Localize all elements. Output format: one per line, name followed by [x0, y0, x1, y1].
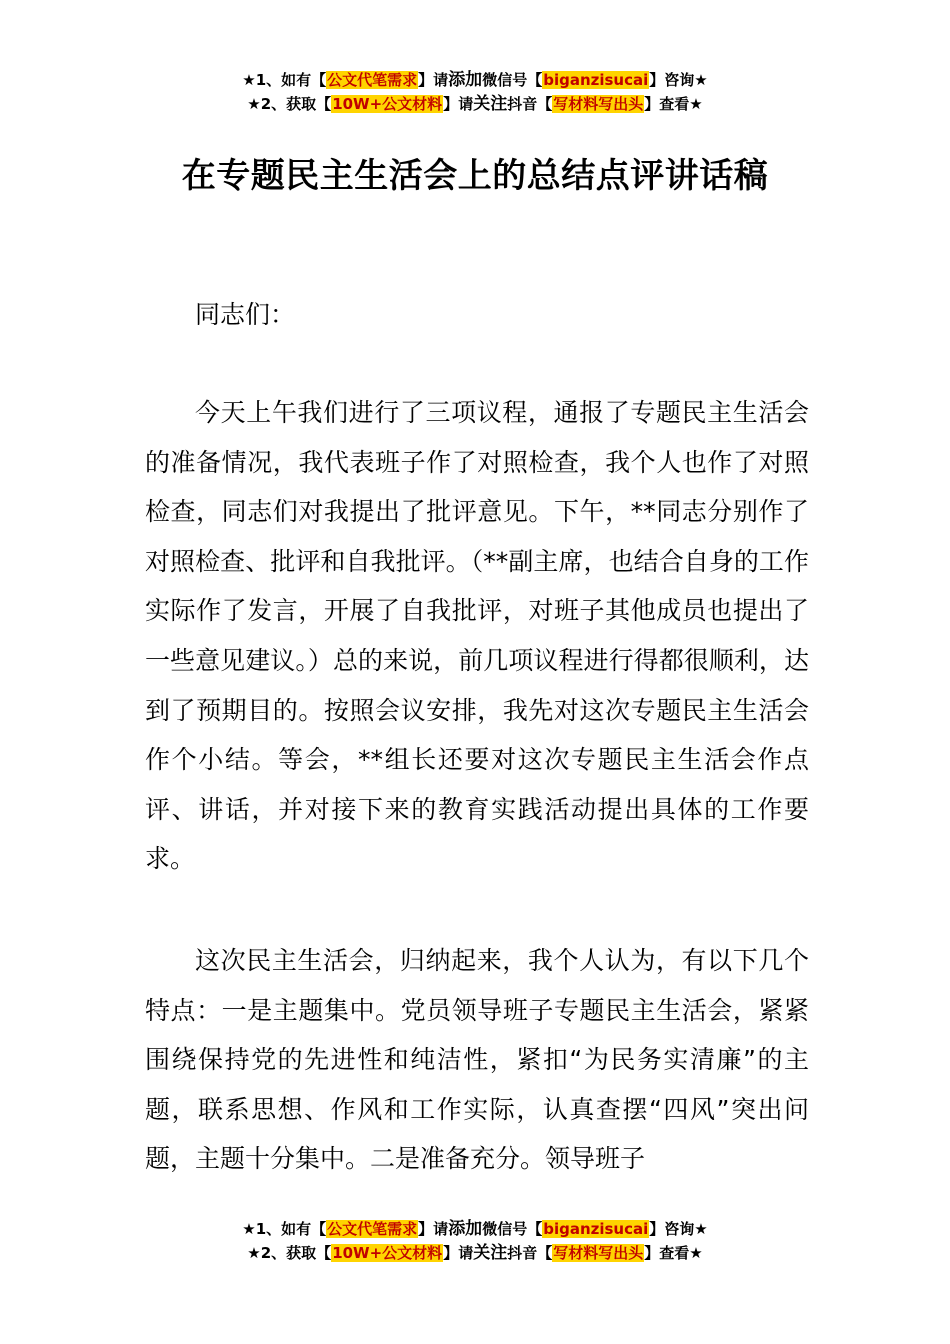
banner-text: 微信号【	[482, 71, 543, 89]
banner-text: 】请	[418, 1220, 449, 1238]
document-body-paragraph-2	[145, 936, 809, 1184]
highlight-wechat-id: biganzisucai	[543, 1220, 649, 1238]
banner-text: 】咨询★	[649, 1220, 708, 1238]
banner-text: 】请	[418, 71, 449, 89]
banner-text: 】请	[443, 1244, 474, 1262]
banner-text: 】咨询★	[649, 71, 708, 89]
paragraph: 这次民主生活会，归纳起来，我个人认为，有以下几个特点：一是主题集中。党员领导班子专题民主生活会，紧紧围绕保持党的先进性和纯洁性，紧扣“为民务实清廉”的主题，联系思想、作风和工作实际，认真查摆“四风”突出问题，主题十分集中。二是准备充分。领导班子	[145, 946, 809, 1174]
paragraph: 今天上午我们进行了三项议程，通报了专题民主生活会的准备情况，我代表班子作了对照检查，我个人也作了对照检查，同志们对我提出了批评意见。下午，**同志分别作了对照检查、批评和自我批评。（**副主席，也结合自身的工作实际作了发言，开展了自我批评，对班子其他成员也提出了一些意见建议。）总的来说，前几项议程进行得都很顺利，达到了预期目的。按照会议安排，我先对这次专题民主生活会作个小结。等会，**组长还要对这次专题民主生活会作点评、讲话，并对接下来的教育实践活动提出具体的工作要求。	[145, 398, 809, 874]
banner-text: 抖音【	[507, 95, 553, 113]
banner-emphasis: 关注	[473, 94, 508, 114]
highlight-materials: 10W+公文材料	[332, 1244, 443, 1262]
banner-line-2	[0, 92, 950, 116]
banner-line-2	[0, 1241, 950, 1265]
banner-text: ★2、获取【	[247, 95, 332, 113]
banner-text: ★2、获取【	[247, 1244, 332, 1262]
banner-line-1	[0, 1217, 950, 1241]
banner-text: 微信号【	[482, 1220, 543, 1238]
highlight-materials: 10W+公文材料	[332, 95, 443, 113]
document-body-salutation	[145, 290, 809, 340]
banner-line-1	[0, 68, 950, 92]
footer-banner	[0, 1217, 950, 1265]
banner-text: 抖音【	[507, 1244, 553, 1262]
document-body-paragraph-1	[145, 388, 809, 884]
highlight-service: 公文代笔需求	[327, 1220, 418, 1238]
highlight-service: 公文代笔需求	[327, 71, 418, 89]
banner-text: ★1、如有【	[242, 1220, 327, 1238]
highlight-douyin: 写材料写出头	[553, 95, 644, 113]
banner-emphasis: 添加	[448, 70, 483, 90]
banner-text: 】查看★	[644, 1244, 703, 1262]
salutation: 同志们：	[195, 300, 296, 329]
document-title: 在专题民主生活会上的总结点评讲话稿	[181, 156, 769, 196]
banner-text: 】请	[443, 95, 474, 113]
highlight-wechat-id: biganzisucai	[543, 71, 649, 89]
banner-text: 】查看★	[644, 95, 703, 113]
highlight-douyin: 写材料写出头	[553, 1244, 644, 1262]
banner-emphasis: 关注	[473, 1243, 508, 1263]
banner-text: ★1、如有【	[242, 71, 327, 89]
header-banner	[0, 68, 950, 116]
banner-emphasis: 添加	[448, 1219, 483, 1239]
